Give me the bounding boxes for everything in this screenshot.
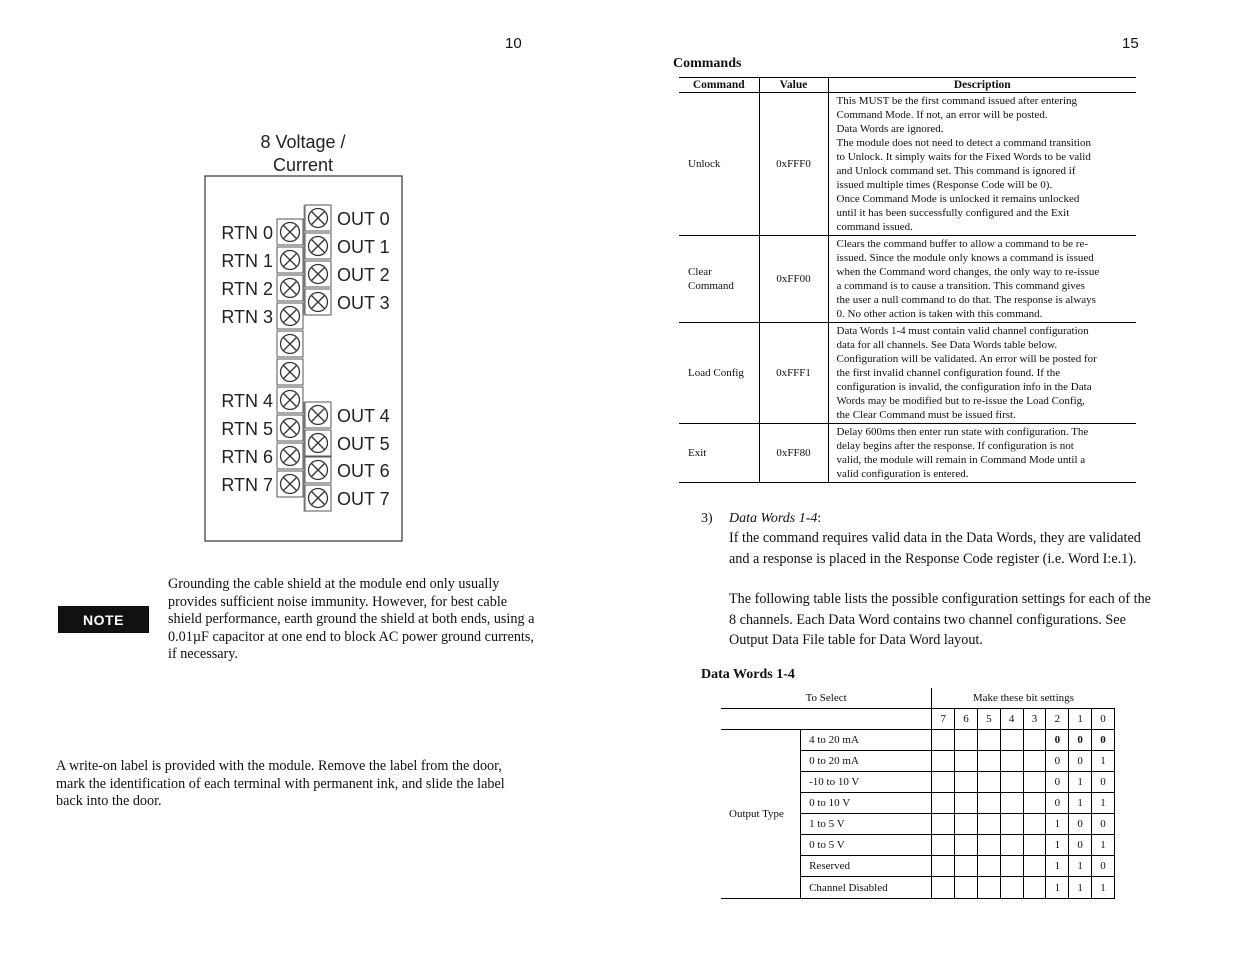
page-number-right: 15	[1122, 35, 1139, 52]
paragraph-1	[729, 528, 1199, 569]
command-name: Unlock	[679, 93, 759, 236]
description-line: the Clear Command must be issued first.	[836, 409, 1016, 421]
bit-cell-empty	[1023, 856, 1046, 877]
item-title	[729, 511, 821, 527]
description-line: the first invalid channel configuration found. If the	[836, 367, 1061, 379]
screw-terminal-icon	[277, 275, 303, 301]
screw-terminal-icon	[277, 387, 303, 413]
para-line: The following table lists the possible configuration settings for each of the	[729, 591, 1151, 607]
bit-cell-empty	[1023, 877, 1046, 899]
bit-cell: 1	[1069, 793, 1092, 814]
bit-cell: 1	[1092, 793, 1115, 814]
bit-cell-empty	[1000, 751, 1023, 772]
description-line: valid configuration is entered.	[836, 468, 969, 480]
command-description	[828, 424, 1136, 483]
description-line: command issued.	[836, 221, 913, 233]
bit-cell-empty	[977, 793, 1000, 814]
description-line: Command Mode. If not, an error will be posted.	[836, 109, 1048, 121]
label-line: mark the identification of each terminal with permanent ink, and slide the label	[56, 775, 505, 792]
bit-header: 4	[1000, 709, 1023, 730]
dw-row	[721, 730, 1115, 751]
header-command: Command	[679, 78, 759, 93]
para-line: If the command requires valid data in the Data Words, they are validated	[729, 530, 1141, 546]
description-line: valid, the module will remain in Command Mode until a	[836, 454, 1086, 466]
bit-cell-empty	[1000, 730, 1023, 751]
command-value: 0xFFF1	[759, 323, 828, 424]
bits-row-spacer	[721, 709, 932, 730]
note-text	[168, 576, 568, 664]
bit-cell-empty	[932, 856, 955, 877]
rtn-label: RTN 3	[221, 307, 273, 327]
command-description	[828, 323, 1136, 424]
description-line: configuration is invalid, the configuration info in the Data	[836, 381, 1092, 393]
out-label: OUT 0	[337, 209, 390, 229]
commands-header-row	[679, 78, 1136, 93]
rtn-label: RTN 2	[221, 279, 273, 299]
bit-cell: 0	[1069, 814, 1092, 835]
bit-cell: 0	[1069, 751, 1092, 772]
terminal-group	[277, 205, 331, 512]
bit-cell: 1	[1069, 856, 1092, 877]
bit-cell-empty	[977, 835, 1000, 856]
bit-header: 1	[1069, 709, 1092, 730]
item-title-suffix: :	[817, 511, 822, 526]
bit-cell: 1	[1046, 814, 1069, 835]
bit-cell-empty	[955, 793, 978, 814]
bit-cell: 0	[1069, 730, 1092, 751]
description-line: Data Words are ignored.	[836, 123, 944, 135]
out-label: OUT 2	[337, 265, 390, 285]
description-line: Clears the command buffer to allow a command to be re-	[836, 238, 1088, 250]
screw-terminal-icon	[305, 430, 331, 456]
description-line: This MUST be the first command issued after entering	[836, 95, 1078, 107]
description-line: delay begins after the response. If configuration is not	[836, 440, 1074, 452]
bit-header: 0	[1092, 709, 1115, 730]
item-number: 3)	[701, 511, 713, 526]
bit-cell: 1	[1046, 856, 1069, 877]
bit-cell-empty	[977, 772, 1000, 793]
bit-cell-empty	[955, 814, 978, 835]
bit-cell-empty	[977, 751, 1000, 772]
screw-terminal-icon	[277, 331, 303, 357]
screw-terminal-icon	[305, 205, 331, 231]
header-bit-settings: Make these bit settings	[932, 688, 1115, 709]
bit-cell-empty	[1000, 814, 1023, 835]
terminal-block-diagram	[195, 125, 425, 555]
out-label: OUT 3	[337, 293, 390, 313]
rtn-labels	[221, 223, 273, 495]
screw-terminal-icon	[277, 443, 303, 469]
bit-cell: 1	[1069, 772, 1092, 793]
bit-cell-empty	[955, 730, 978, 751]
dw-bits-row	[721, 709, 1115, 730]
bit-cell-empty	[932, 835, 955, 856]
command-value: 0xFF80	[759, 424, 828, 483]
bit-cell-empty	[1000, 877, 1023, 899]
header-value: Value	[759, 78, 828, 93]
paragraph-2	[729, 589, 1199, 651]
bit-cell-empty	[955, 835, 978, 856]
bit-header: 6	[955, 709, 978, 730]
bit-header: 7	[932, 709, 955, 730]
screw-terminal-icon	[305, 402, 331, 428]
description-line: a command is to cause a transition. This command gives	[836, 280, 1085, 292]
out-label: OUT 6	[337, 461, 390, 481]
bit-cell-empty	[1023, 730, 1046, 751]
command-row	[679, 93, 1136, 236]
bit-cell-empty	[1023, 793, 1046, 814]
bit-cell-empty	[932, 772, 955, 793]
description-line: Once Command Mode is unlocked it remains unlocked	[836, 193, 1080, 205]
item-title-text: Data Words 1-4	[729, 511, 818, 526]
bit-cell-empty	[955, 751, 978, 772]
description-line: data for all channels. See Data Words table below.	[836, 339, 1058, 351]
out-label: OUT 1	[337, 237, 390, 257]
command-description	[828, 93, 1136, 236]
note-line: provides sufficient noise immunity. However, for best cable	[168, 593, 508, 610]
bit-cell: 1	[1046, 877, 1069, 899]
screw-terminal-icon	[277, 359, 303, 385]
commands-table	[679, 77, 1136, 483]
screw-terminal-icon	[305, 457, 331, 483]
bit-cell-empty	[1000, 856, 1023, 877]
bit-cell-empty	[955, 877, 978, 899]
bit-cell-empty	[932, 751, 955, 772]
description-line: 0. No other action is taken with this command.	[836, 308, 1043, 320]
bit-cell-empty	[977, 856, 1000, 877]
description-line: the user a null command to do that. The response is always	[836, 294, 1096, 306]
bit-cell-empty	[977, 730, 1000, 751]
bit-cell: 0	[1092, 730, 1115, 751]
header-to-select: To Select	[721, 688, 932, 709]
screw-terminal-icon	[277, 471, 303, 497]
description-line: Words may be modified but to re-issue the Load Config,	[836, 395, 1085, 407]
label-line: back into the door.	[56, 793, 162, 809]
command-name: Exit	[679, 424, 759, 483]
bit-cell: 0	[1069, 835, 1092, 856]
bit-cell-empty	[1023, 772, 1046, 793]
bit-header: 2	[1046, 709, 1069, 730]
bit-cell-empty	[1023, 751, 1046, 772]
option-label: 1 to 5 V	[801, 814, 932, 835]
note-badge: NOTE	[58, 606, 149, 633]
option-label: 0 to 20 mA	[801, 751, 932, 772]
bit-cell-empty	[1023, 835, 1046, 856]
command-name: Clear Command	[679, 236, 759, 323]
description-line: issued multiple times (Response Code will be 0).	[836, 179, 1053, 191]
page-number-left: 10	[505, 35, 522, 52]
bit-header: 3	[1023, 709, 1046, 730]
label-paragraph	[56, 758, 546, 811]
bit-cell: 1	[1046, 835, 1069, 856]
out-label: OUT 5	[337, 434, 390, 454]
bit-cell-empty	[1023, 814, 1046, 835]
bit-cell: 1	[1069, 877, 1092, 899]
note-line: shield performance, earth ground the shield at both ends, using a	[168, 611, 535, 627]
description-line: when the Command word changes, the only way to re-issue	[836, 266, 1100, 278]
description-line: Data Words 1-4 must contain valid channel configuration	[836, 325, 1089, 337]
bit-cell-empty	[932, 814, 955, 835]
description-line: issued. Since the module only knows a command is issued	[836, 252, 1094, 264]
data-words-table	[721, 688, 1115, 899]
note-line: if necessary.	[168, 646, 238, 662]
command-value: 0xFFF0	[759, 93, 828, 236]
rtn-label: RTN 6	[221, 447, 273, 467]
screw-terminal-icon	[277, 247, 303, 273]
screw-terminal-icon	[305, 233, 331, 259]
screw-terminal-icon	[305, 261, 331, 287]
rtn-label: RTN 5	[221, 419, 273, 439]
para-line: 8 channels. Each Data Word contains two channel configurations. See	[729, 611, 1126, 628]
para-line: and a response is placed in the Response Code register (i.e. Word I:e.1).	[729, 550, 1137, 567]
screw-terminal-icon	[277, 303, 303, 329]
bit-cell: 0	[1046, 751, 1069, 772]
bit-cell-empty	[1000, 793, 1023, 814]
bit-cell-empty	[932, 793, 955, 814]
rtn-label: RTN 1	[221, 251, 273, 271]
option-label: 0 to 10 V	[801, 793, 932, 814]
command-row	[679, 424, 1136, 483]
command-row	[679, 323, 1136, 424]
label-line: A write-on label is provided with the module. Remove the label from the door,	[56, 758, 502, 774]
bit-cell-empty	[977, 877, 1000, 899]
bit-cell: 0	[1092, 856, 1115, 877]
option-label: Reserved	[801, 856, 932, 877]
out-label: OUT 7	[337, 489, 390, 509]
out-label: OUT 4	[337, 406, 390, 426]
bit-cell-empty	[977, 814, 1000, 835]
bit-cell-empty	[1000, 772, 1023, 793]
commands-heading: Commands	[673, 56, 742, 71]
bit-cell-empty	[932, 877, 955, 899]
bit-cell-empty	[1000, 835, 1023, 856]
screw-terminal-icon	[305, 289, 331, 315]
bit-cell-empty	[955, 772, 978, 793]
bit-cell-empty	[932, 730, 955, 751]
note-line: 0.01µF capacitor at one end to block AC power ground currents,	[168, 628, 534, 645]
option-label: Channel Disabled	[801, 877, 932, 899]
description-line: Configuration will be validated. An error will be posted for	[836, 353, 1097, 365]
bit-cell: 1	[1092, 751, 1115, 772]
out-labels	[337, 209, 390, 509]
rtn-label: RTN 7	[221, 475, 273, 495]
description-line: The module does not need to detect a command transition	[836, 137, 1091, 149]
command-row	[679, 236, 1136, 323]
description-line: and Unlock command set. This command is ignored if	[836, 165, 1076, 177]
rtn-label: RTN 4	[221, 391, 273, 411]
command-description	[828, 236, 1136, 323]
bit-cell: 0	[1092, 772, 1115, 793]
option-label: 4 to 20 mA	[801, 730, 932, 751]
bit-cell: 1	[1092, 877, 1115, 899]
bit-cell: 0	[1046, 772, 1069, 793]
bit-header: 5	[977, 709, 1000, 730]
data-words-heading: Data Words 1-4	[701, 667, 795, 682]
description-line: until it has been successfully configured and the Exit	[836, 207, 1070, 219]
diagram-title-line1: 8 Voltage /	[260, 132, 346, 152]
bit-cell-empty	[955, 856, 978, 877]
option-label: -10 to 10 V	[801, 772, 932, 793]
command-value: 0xFF00	[759, 236, 828, 323]
option-label: 0 to 5 V	[801, 835, 932, 856]
diagram-title-line2: Current	[272, 155, 334, 175]
group-label: Output Type	[721, 730, 801, 899]
bit-cell: 0	[1046, 793, 1069, 814]
description-line: to Unlock. It simply waits for the Fixed Words to be valid	[836, 151, 1091, 163]
bit-cell: 0	[1046, 730, 1069, 751]
rtn-label: RTN 0	[221, 223, 273, 243]
header-description: Description	[828, 78, 1136, 93]
bit-cell: 0	[1092, 814, 1115, 835]
note-line: Grounding the cable shield at the module end only usually	[168, 576, 500, 592]
bit-cell: 1	[1092, 835, 1115, 856]
screw-terminal-icon	[277, 415, 303, 441]
screw-terminal-icon	[305, 485, 331, 511]
screw-terminal-icon	[277, 219, 303, 245]
command-name: Load Config	[679, 323, 759, 424]
para-line: Output Data File table for Data Word layout.	[729, 632, 983, 648]
dw-header-row	[721, 688, 1115, 709]
description-line: Delay 600ms then enter run state with configuration. The	[836, 426, 1089, 438]
